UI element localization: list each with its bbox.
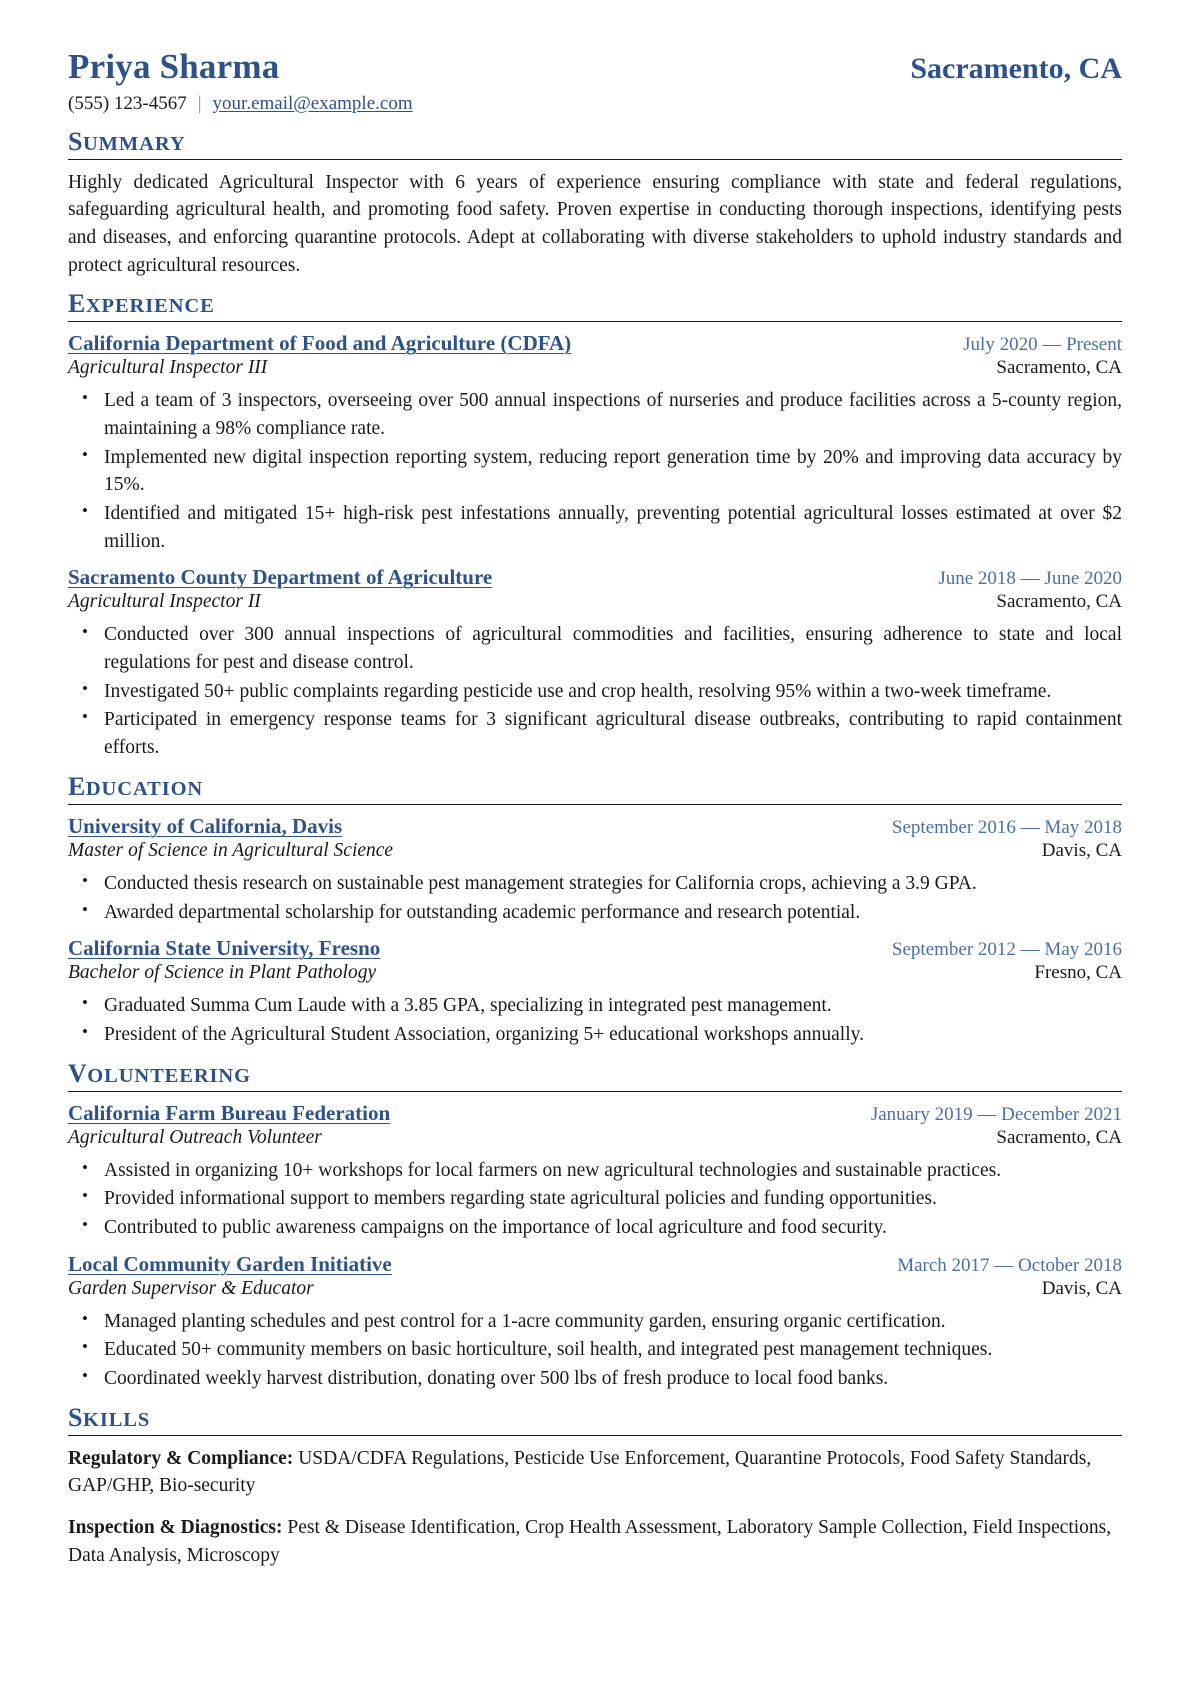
entry-bullet-list (68, 387, 1122, 555)
heading-initial: V (68, 1058, 88, 1088)
entry-role-row (68, 1127, 1122, 1149)
section-rule (68, 321, 1122, 322)
bullet-item: • Graduated Summa Cum Laude with a 3.85 GPA, specializing in integrated pest management. (102, 992, 1122, 1020)
entry-title-row (68, 814, 1122, 839)
heading-rest: DUCATION (85, 777, 204, 800)
section-skills (68, 1402, 1122, 1570)
section-volunteering (68, 1058, 1122, 1393)
degree-title: Bachelor of Science in Plant Pathology (68, 962, 377, 984)
heading-initial: E (68, 771, 86, 801)
bullet-item: • Coordinated weekly harvest distribution, donating over 500 lbs of fresh produce to local food banks. (102, 1365, 1122, 1393)
section-rule (68, 804, 1122, 805)
phone-number: (555) 123-4567 (68, 92, 187, 114)
entry-role-row (68, 357, 1122, 379)
entry-bullet-list (68, 992, 1122, 1048)
section-rule (68, 1091, 1122, 1092)
section-education (68, 771, 1122, 1049)
entry-location: Davis, CA (1041, 1277, 1122, 1299)
skill-category-label: Inspection & Diagnostics: (68, 1517, 283, 1539)
heading-rest: OLUNTEERING (87, 1064, 251, 1087)
organization-name[interactable]: Sacramento County Department of Agriculture (68, 565, 493, 590)
bullet-item: • Conducted thesis research on sustainable pest management strategies for California crops, achieving a 3.9 GPA. (102, 870, 1122, 898)
entry-location: Sacramento, CA (996, 357, 1122, 379)
heading-rest: UMMARY (82, 132, 186, 155)
candidate-name: Priya Sharma (68, 47, 280, 86)
volunteering-entry (68, 1101, 1122, 1242)
heading-initial: E (68, 289, 86, 319)
entry-location: Sacramento, CA (996, 591, 1122, 613)
entry-bullet-list (68, 870, 1122, 926)
entry-title-row (68, 1252, 1122, 1277)
job-title: Agricultural Inspector III (68, 357, 268, 379)
bullet-item: • Contributed to public awareness campaigns on the importance of local agriculture and food security. (102, 1214, 1122, 1242)
bullet-item: • Provided informational support to members regarding state agricultural policies and funding opportunities. (102, 1185, 1122, 1213)
resume-header (68, 48, 1122, 87)
bullet-item: • Assisted in organizing 10+ workshops for local farmers on new agricultural technologies and sustainable practices. (102, 1157, 1122, 1185)
bullet-item: • Awarded departmental scholarship for outstanding academic performance and research potential. (102, 899, 1122, 927)
bullet-item: • President of the Agricultural Student Association, organizing 5+ educational workshops annually. (102, 1021, 1122, 1049)
job-title: Agricultural Inspector II (68, 591, 261, 613)
bullet-item: • Investigated 50+ public complaints regarding pesticide use and crop health, resolving 95% within a two-week timeframe. (102, 678, 1122, 706)
organization-name[interactable]: California Farm Bureau Federation (68, 1100, 391, 1125)
bullet-item: • Participated in emergency response teams for 3 significant agricultural disease outbreaks, contributing to rapid containment efforts. (102, 706, 1122, 761)
contact-separator: | (197, 92, 202, 114)
school-name[interactable]: University of California, Davis (68, 813, 343, 838)
entry-dates: March 2017 — October 2018 (897, 1254, 1122, 1276)
skill-items: USDA/CDFA Regulations, Pesticide Use Enforcement, Quarantine Protocols, Food Safety Standards, GAP/GHP, Bio-security (68, 1447, 1092, 1497)
entry-title-row (68, 331, 1122, 356)
skill-group (68, 1514, 1122, 1569)
experience-entry (68, 331, 1122, 555)
bullet-item: • Led a team of 3 inspectors, overseeing over 500 annual inspections of nurseries and produce facilities across a 5-county region, maintaining a 98% compliance rate. (102, 387, 1122, 442)
volunteering-entry (68, 1252, 1122, 1393)
bullet-item: • Educated 50+ community members on basic horticulture, soil health, and integrated pest management techniques. (102, 1336, 1122, 1364)
entry-dates: September 2012 — May 2016 (891, 939, 1122, 961)
entry-title-row (68, 936, 1122, 961)
section-heading-volunteering (68, 1058, 1122, 1091)
entry-dates: September 2016 — May 2018 (891, 816, 1122, 838)
entry-dates: June 2018 — June 2020 (938, 568, 1122, 590)
entry-location: Fresno, CA (1034, 962, 1122, 984)
section-experience (68, 291, 1122, 762)
bullet-item: • Managed planting schedules and pest control for a 1-acre community garden, ensuring organic certification. (102, 1308, 1122, 1336)
heading-rest: KILLS (82, 1408, 151, 1431)
section-heading-experience (68, 291, 1122, 321)
section-summary (68, 126, 1122, 280)
summary-paragraph: Highly dedicated Agricultural Inspector with 6 years of experience ensuring compliance with state and federal regulations, safeguarding agricultural health, and promoting food safety. Proven expertise in conducting thorough inspections, identifying pests and diseases, and enforcing quarantine protocols. Adept at collaborating with diverse stakeholders to uphold industry standards and protect agricultural resources. (68, 171, 1122, 276)
entry-location: Sacramento, CA (996, 1126, 1122, 1148)
entry-bullet-list (68, 1308, 1122, 1393)
entry-dates: July 2020 — Present (963, 334, 1122, 356)
heading-initial: S (68, 126, 83, 156)
education-entry (68, 936, 1122, 1048)
heading-initial: S (68, 1402, 83, 1432)
section-rule (68, 1435, 1122, 1436)
section-heading-skills (68, 1402, 1122, 1435)
entry-bullet-list (68, 621, 1122, 761)
heading-rest: XPERIENCE (85, 295, 215, 318)
entry-bullet-list (68, 1157, 1122, 1242)
candidate-location: Sacramento, CA (910, 52, 1122, 85)
organization-name[interactable]: California Department of Food and Agriculture (CDFA) (68, 331, 572, 356)
entry-location: Davis, CA (1041, 839, 1122, 861)
entry-title-row (68, 565, 1122, 590)
section-heading-education (68, 771, 1122, 804)
entry-role-row (68, 962, 1122, 984)
organization-name[interactable]: Local Community Garden Initiative (68, 1251, 392, 1276)
entry-dates: January 2019 — December 2021 (870, 1103, 1122, 1125)
entry-role-row (68, 591, 1122, 613)
entry-title-row (68, 1101, 1122, 1126)
volunteer-title: Garden Supervisor & Educator (68, 1277, 314, 1299)
bullet-item: • Conducted over 300 annual inspections of agricultural commodities and facilities, ensuring adherence to state and local regulations for pest and disease control. (102, 621, 1122, 676)
section-heading-summary (68, 126, 1122, 159)
skill-items: Pest & Disease Identification, Crop Health Assessment, Laboratory Sample Collection, Field Inspections, Data Analysis, Microscopy (68, 1517, 1112, 1566)
bullet-item: • Identified and mitigated 15+ high-risk pest infestations annually, preventing potential agricultural losses estimated at over $2 million. (102, 500, 1122, 555)
school-name[interactable]: California State University, Fresno (68, 936, 381, 961)
entry-role-row (68, 840, 1122, 862)
degree-title: Master of Science in Agricultural Science (68, 839, 394, 861)
section-rule (68, 159, 1122, 160)
skill-group (68, 1445, 1122, 1500)
skill-category-label: Regulatory & Compliance: (68, 1447, 294, 1469)
bullet-item: • Implemented new digital inspection reporting system, reducing report generation time by 20% and improving data accuracy by 15%. (102, 444, 1122, 499)
experience-entry (68, 565, 1122, 761)
entry-role-row (68, 1278, 1122, 1300)
education-entry (68, 814, 1122, 926)
contact-line (68, 93, 1122, 115)
email-link[interactable]: your.email@example.com (212, 92, 413, 114)
volunteer-title: Agricultural Outreach Volunteer (68, 1126, 322, 1148)
